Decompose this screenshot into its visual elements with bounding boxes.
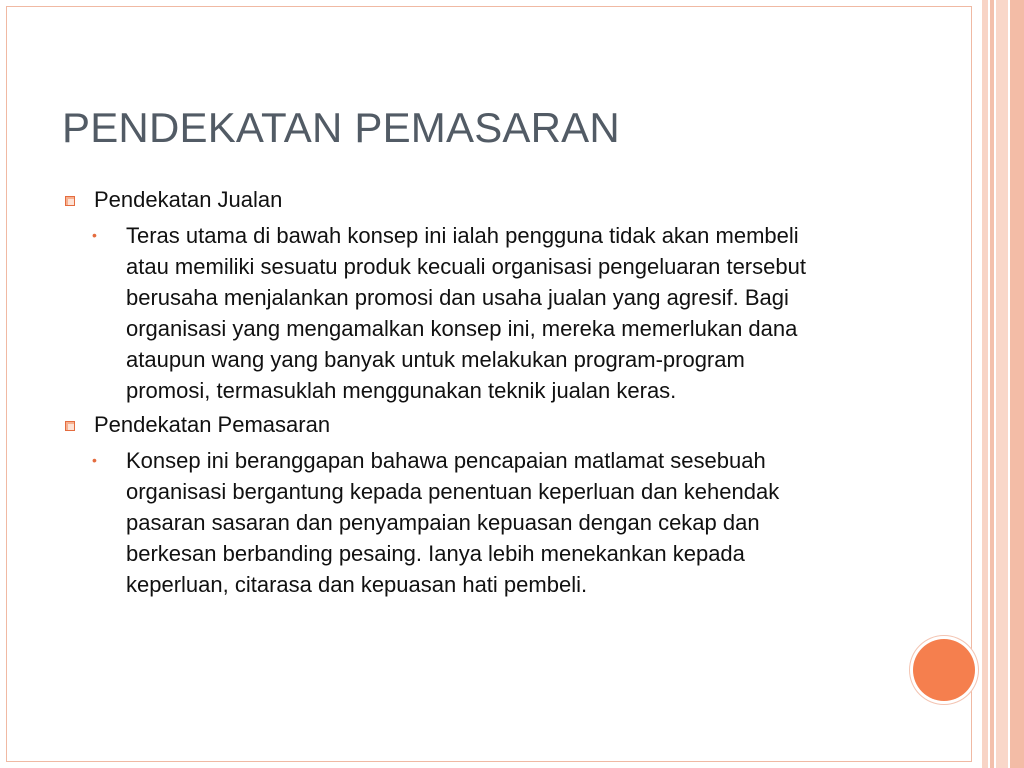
square-bullet-icon [65, 421, 75, 431]
section-heading-label: Pendekatan Pemasaran [94, 412, 331, 437]
decorative-stripe [1010, 0, 1024, 768]
section-heading-label: Pendekatan Jualan [94, 187, 283, 212]
dot-bullet-icon: • [92, 452, 97, 468]
square-bullet-icon [65, 196, 75, 206]
section-body-text: Konsep ini beranggapan bahawa pencapaian matlamat sesebuah organisasi bergantung kepada penentuan keperluan dan kehendak pasaran sasaran dan penyampaian kepuasan dengan cekap dan berkesan berbanding pesaing. Ianya lebih menekankan kepada keperluan, citarasa dan kepuasan hati pembeli. [126, 448, 780, 597]
section-body-text: Teras utama di bawah konsep ini ialah pengguna tidak akan membeli atau memiliki sesuatu produk kecuali organisasi pengeluaran tersebut berusaha menjalankan promosi dan usaha jualan yang agresif. Bagi organisasi yang mengamalkan konsep ini, mereka memerlukan dana ataupun wang yang banyak untuk melakukan program-program promosi, termasuklah menggunakan teknik jualan keras. [126, 223, 806, 403]
dot-bullet-icon: • [92, 227, 97, 243]
section-heading-jualan [62, 184, 942, 216]
decorative-stripe [996, 0, 1008, 768]
section-heading-pemasaran [62, 409, 942, 441]
section-body-jualan [92, 220, 946, 406]
decorative-circle [913, 639, 975, 701]
decorative-stripe [990, 0, 994, 768]
decorative-stripe [982, 0, 988, 768]
slide-title: PENDEKATAN PEMASARAN [62, 104, 620, 151]
slide-content [62, 184, 942, 603]
section-body-pemasaran [92, 445, 946, 600]
